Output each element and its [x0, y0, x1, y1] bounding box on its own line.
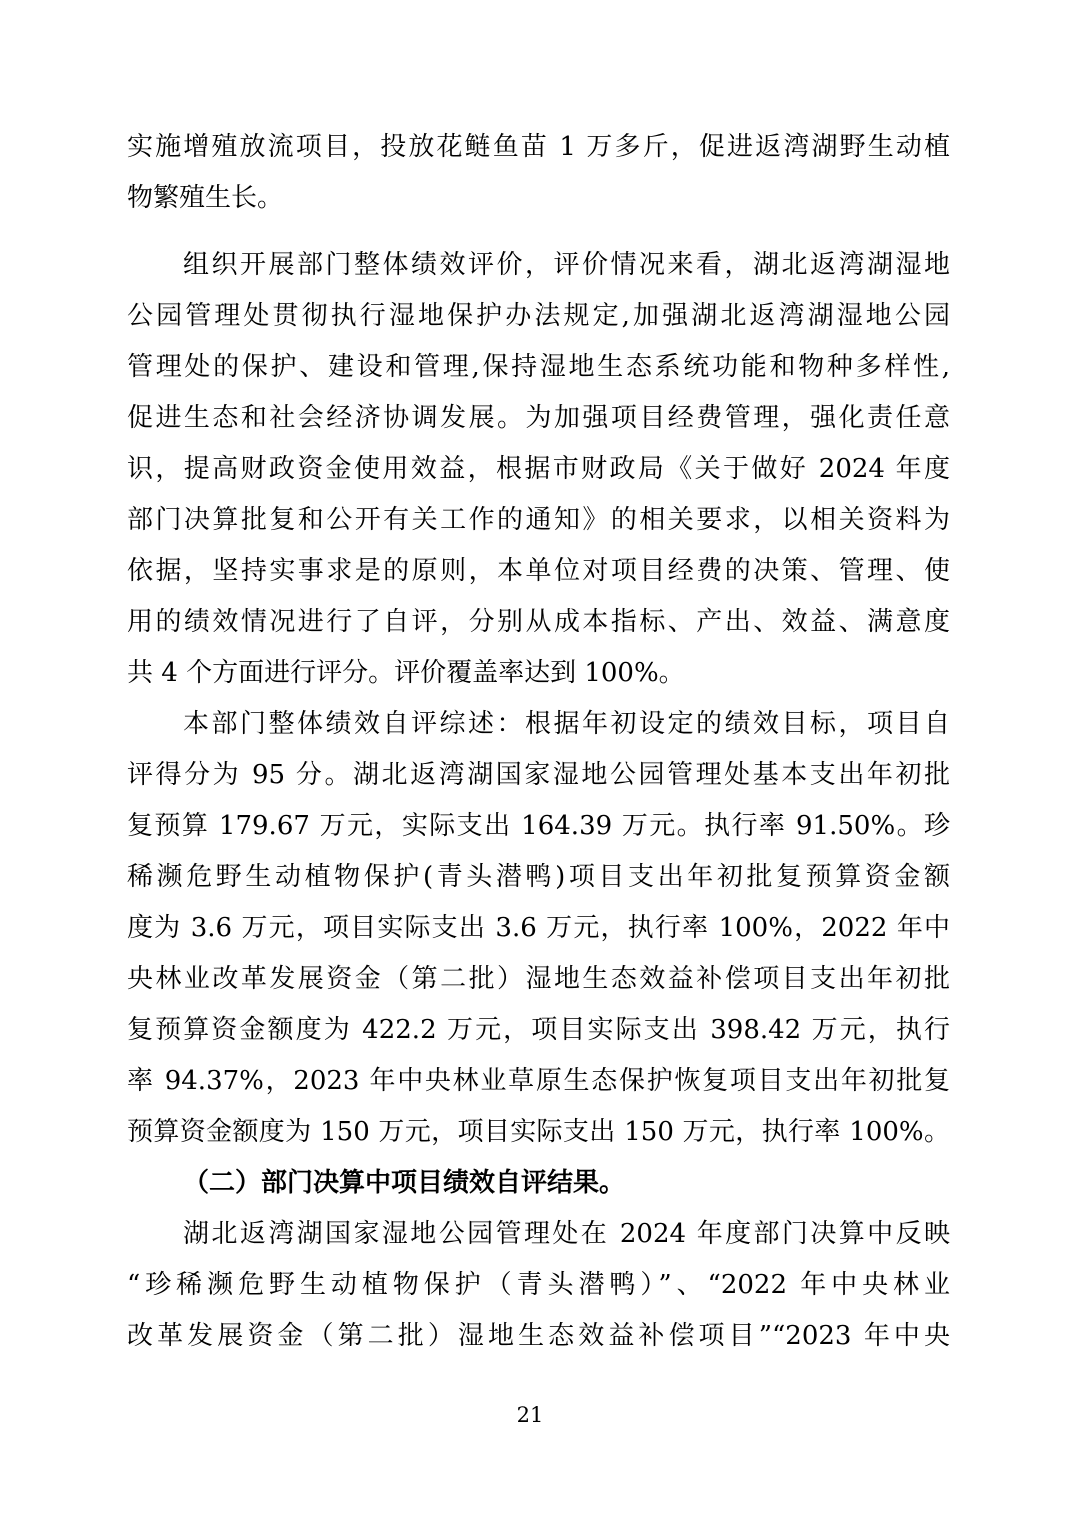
text-line: 率 94.37%，2023 年中央林业草原生态保护恢复项目支出年初批复 — [127, 1066, 950, 1096]
text-line: 度为 3.6 万元，项目实际支出 3.6 万元，执行率 100%，2022 年中 — [127, 913, 950, 943]
text-line: 评得分为 95 分。湖北返湾湖国家湿地公园管理处基本支出年初批 — [127, 760, 950, 790]
text-line: 公园管理处贯彻执行湿地保护办法规定,加强湖北返湾湖湿地公园 — [127, 301, 950, 331]
paragraph-fish-stocking — [127, 122, 950, 224]
text-line: 识，提高财政资金使用效益，根据市财政局《关于做好 2024 年度 — [127, 454, 950, 484]
page-number: 21 — [516, 1403, 544, 1427]
text-line: 复预算 179.67 万元，实际支出 164.39 万元。执行率 91.50%。珍 — [127, 811, 950, 841]
text-line: 共 4 个方面进行评分。评价覆盖率达到 100%。 — [127, 658, 685, 688]
text-line: 物繁殖生长。 — [127, 183, 284, 213]
text-line: 促进生态和社会经济协调发展。为加强项目经费管理，强化责任意 — [127, 403, 950, 433]
text-line: 复预算资金额度为 422.2 万元，项目实际支出 398.42 万元，执行 — [127, 1015, 950, 1045]
text-line: 实施增殖放流项目，投放花鲢鱼苗 1 万多斤，促进返湾湖野生动植 — [127, 132, 950, 162]
text-line: 管理处的保护、建设和管理,保持湿地生态系统功能和物种多样性, — [127, 352, 950, 382]
paragraph-overall-performance-evaluation — [127, 240, 950, 699]
text-line: 部门决算批复和公开有关工作的通知》的相关要求，以相关资料为 — [127, 505, 950, 535]
heading-project-self-evaluation-results — [127, 1158, 950, 1209]
text-line: 稀濒危野生动植物保护(青头潜鸭)项目支出年初批复预算资金额 — [127, 862, 950, 892]
text-line: 组织开展部门整体绩效评价，评价情况来看，湖北返湾湖湿地 — [183, 250, 950, 280]
text-line: 预算资金额度为 150 万元，项目实际支出 150 万元，执行率 100%。 — [127, 1117, 950, 1147]
text-line: “珍稀濒危野生动植物保护（青头潜鸭）”、“2022 年中央林业 — [127, 1270, 950, 1300]
text-line: 央林业改革发展资金（第二批）湿地生态效益补偿项目支出年初批 — [127, 964, 950, 994]
text-block — [127, 122, 950, 1362]
text-line: （二）部门决算中项目绩效自评结果。 — [183, 1168, 626, 1198]
paragraph-self-evaluation-summary — [127, 699, 950, 1158]
text-line: 依据，坚持实事求是的原则，本单位对项目经费的决策、管理、使 — [127, 556, 950, 586]
text-line: 湖北返湾湖国家湿地公园管理处在 2024 年度部门决算中反映 — [183, 1219, 950, 1249]
text-line: 本部门整体绩效自评综述：根据年初设定的绩效目标，项目自 — [183, 709, 950, 739]
paragraph-final-accounts-projects — [127, 1209, 950, 1362]
text-line: 改革发展资金（第二批）湿地生态效益补偿项目”“2023 年中央 — [127, 1321, 950, 1351]
text-line: 用的绩效情况进行了自评，分别从成本指标、产出、效益、满意度 — [127, 607, 950, 637]
